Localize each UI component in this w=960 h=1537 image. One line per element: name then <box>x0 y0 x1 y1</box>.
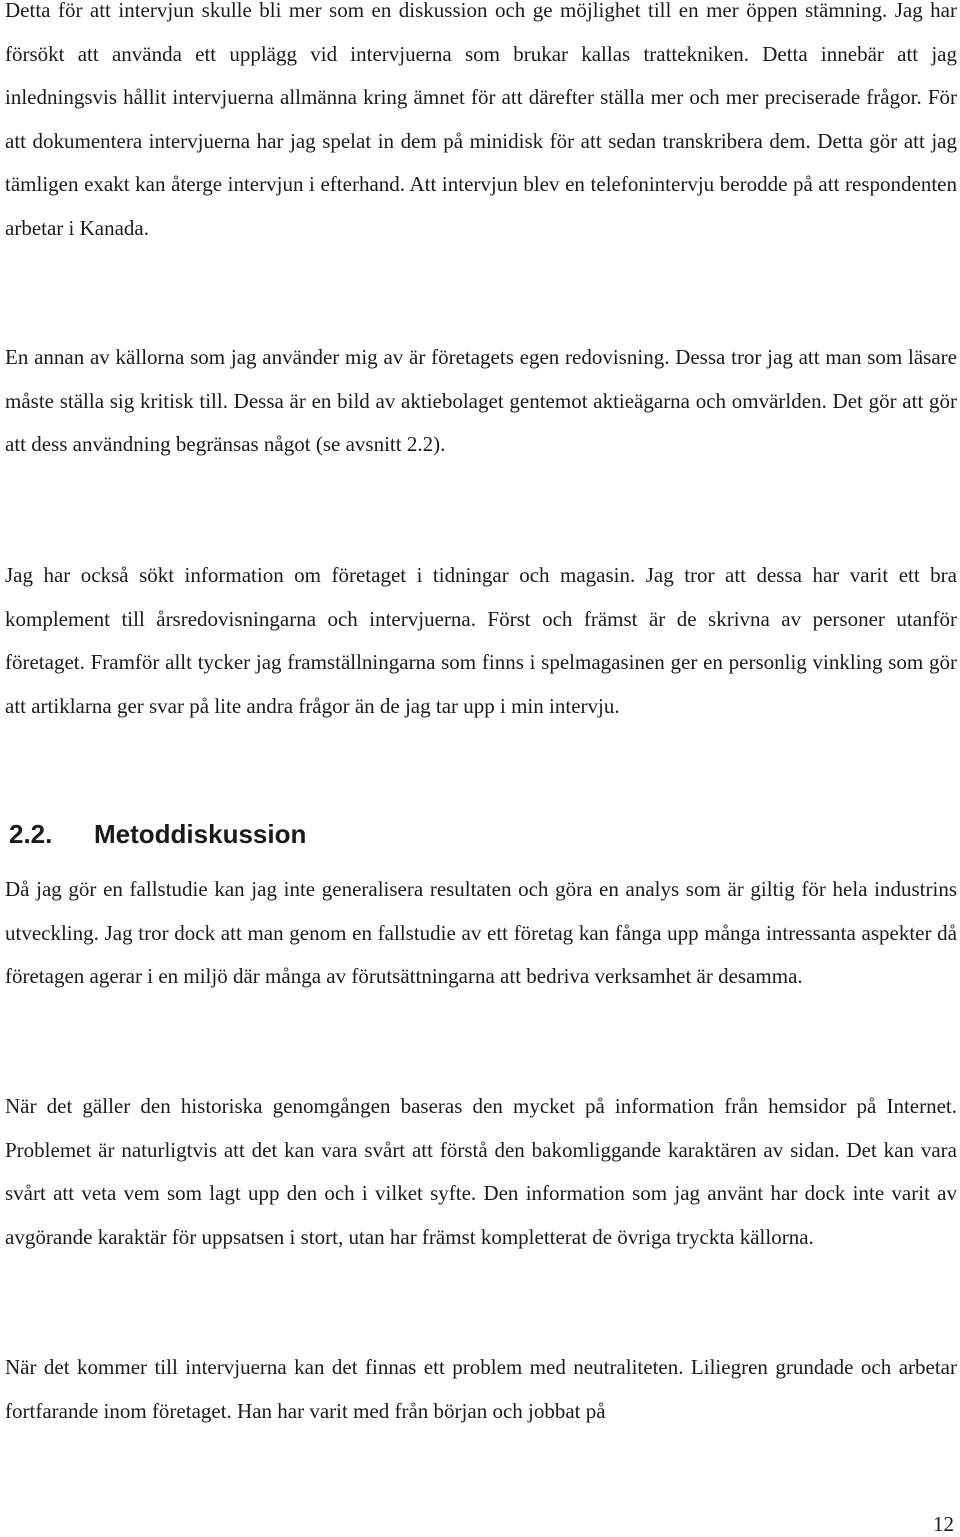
paragraph-case-study: Då jag gör en fallstudie kan jag inte generalisera resultaten och göra en analys som är giltig för hela industrins utveckling. Jag tror dock att man genom en fallstudie av ett företag kan fånga upp många intressanta aspekter då företagen agerar i en miljö där många av förutsättningarna att bedriva verksamhet är desamma. <box>5 877 957 988</box>
paragraph-internet-sources: När det gäller den historiska genomgången baseras den mycket på information från hemsidor på Internet. Problemet är naturligtvis att det kan vara svårt att förstå den bakomliggande karaktären av sidan. Det kan vara svårt att veta vem som lagt upp den och i vilket syfte. Den information som jag använt har dock inte varit av avgörande karaktär för uppsatsen i stort, utan har främst kompletterat de övriga tryckta källorna. <box>5 1094 957 1249</box>
paragraph-interview-method: Detta för att intervjun skulle bli mer som en diskussion och ge möjlighet till en mer öppen stämning. Jag har försökt att använda ett upplägg vid intervjuerna som brukar kallas trattekniken. Detta innebär att jag inledningsvis hållit intervjuerna allmänna kring ämnet för att därefter ställa mer och mer preciserade frågor. För att dokumentera intervjuerna har jag spelat in dem på minidisk för att sedan transkribera dem. Detta gör att jag tämligen exakt kan återge intervjun i efterhand. Att intervjun blev en telefonintervju berodde på att respondenten arbetar i Kanada. <box>5 0 957 240</box>
paragraph-magazine-source: Jag har också sökt information om företaget i tidningar och magasin. Jag tror att dessa har varit ett bra komplement till årsredovisningarna och intervjuerna. Först och främst är de skrivna av personer utanför företaget. Framför allt tycker jag framställningarna som finns i spelmagasinen ger en personlig vinkling som gör att artiklarna ger svar på lite andra frågor än de jag tar upp i min intervju. <box>5 563 957 718</box>
page-number: 12 <box>933 1512 954 1536</box>
section-heading <box>9 814 306 854</box>
paragraph-neutrality: När det kommer till intervjuerna kan det finnas ett problem med neutraliteten. Liliegren grundade och arbetar fortfarande inom företaget. Han har varit med från början och jobbat på <box>5 1355 957 1423</box>
section-number: 2.2. <box>9 819 53 849</box>
paragraph-annual-report-source: En annan av källorna som jag använder mig av är företagets egen redovisning. Dessa tror jag att man som läsare måste ställa sig kritisk till. Dessa är en bild av aktiebolaget gentemot aktieägarna och omvärlden. Det gör att gör att dess användning begränsas något (se avsnitt 2.2). <box>5 345 957 456</box>
section-title: Metoddiskussion <box>94 819 307 849</box>
